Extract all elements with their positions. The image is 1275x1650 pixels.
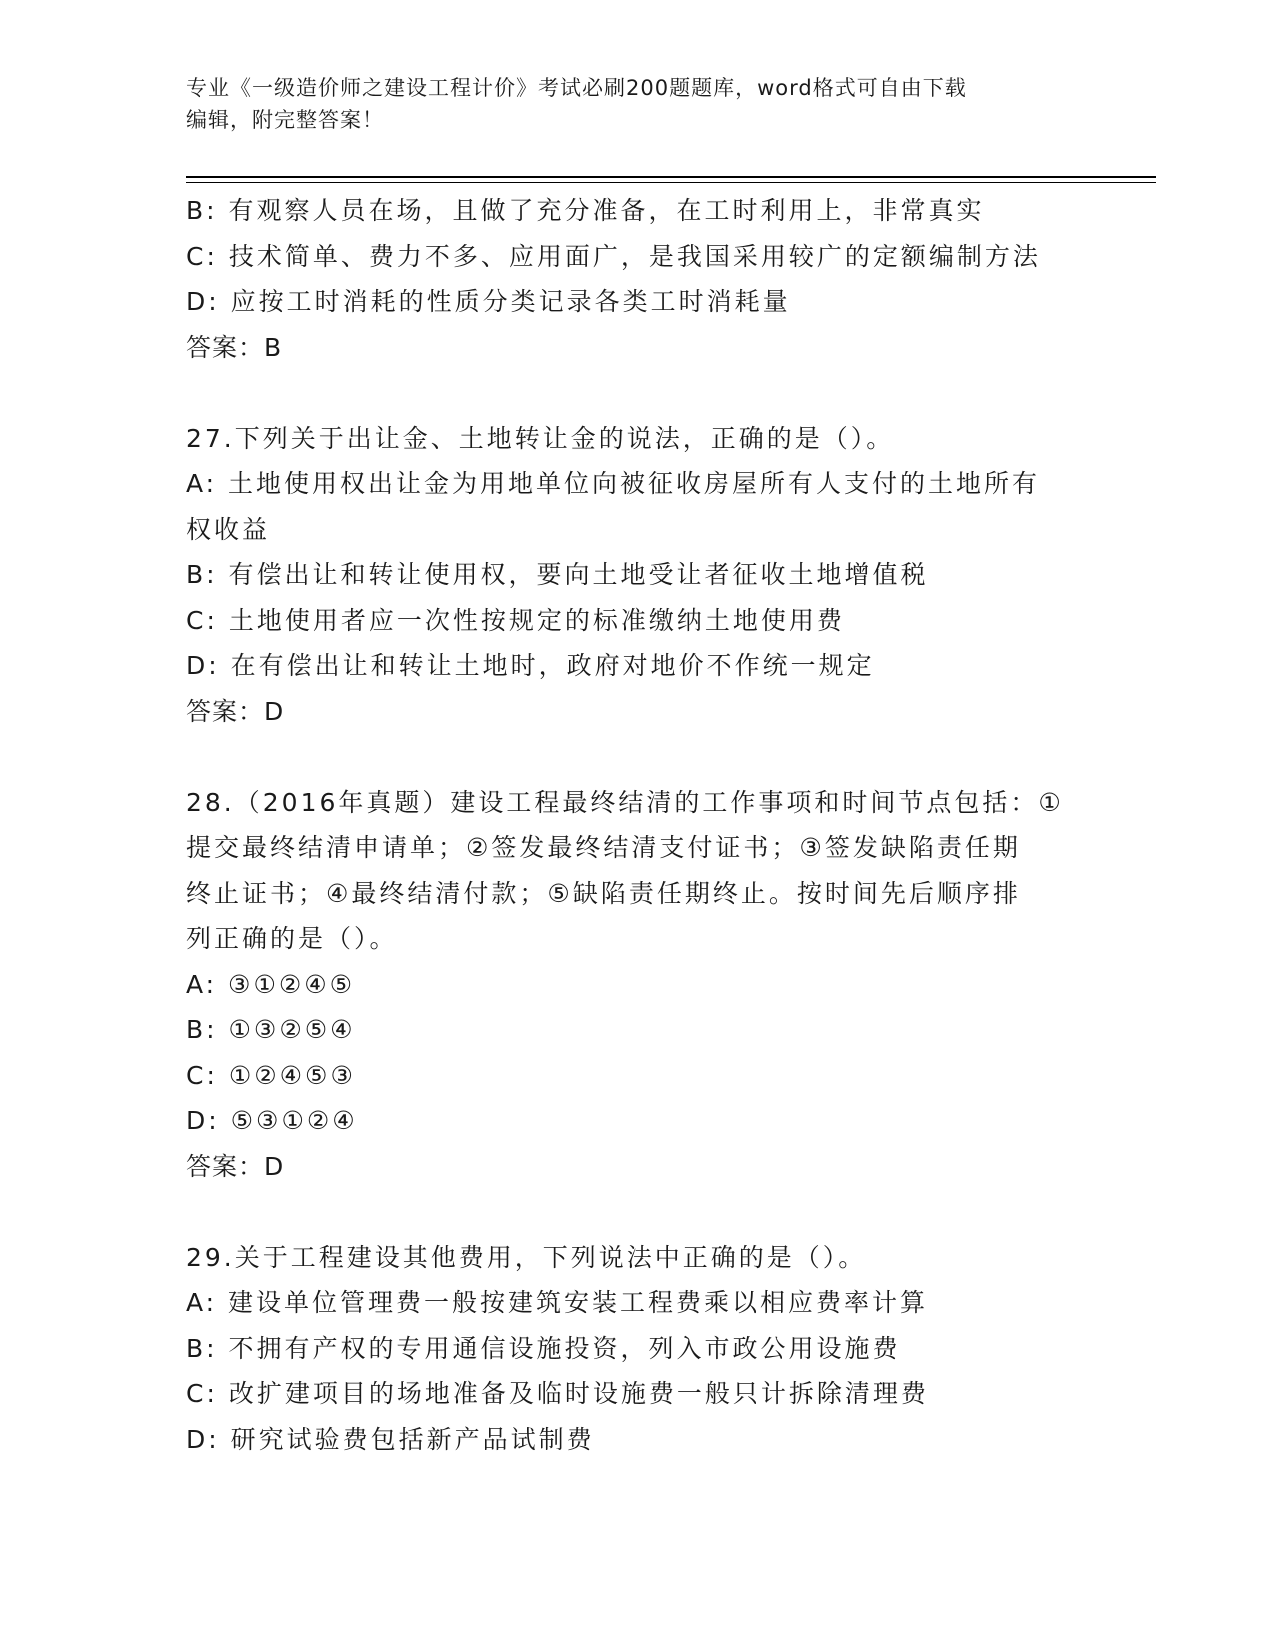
option-a-continued: 权收益 <box>186 514 271 544</box>
question-stem-continued: 列正确的是（）。 <box>186 924 398 953</box>
question-stem: 29.关于工程建设其他费用，下列说法中正确的是（）。 <box>186 1242 867 1272</box>
option-b: B: 有观察人员在场，且做了充分准备，在工时利用上，非常真实 <box>186 196 985 225</box>
question-content <box>186 188 1086 1462</box>
answer: 答案：D <box>186 1151 285 1181</box>
option-c: C: 技术简单、费力不多、应用面广，是我国采用较广的定额编制方法 <box>186 241 1041 271</box>
spacer <box>186 370 1086 416</box>
question-stem: 27.下列关于出让金、土地转让金的说法，正确的是（）。 <box>186 423 895 453</box>
option-c: C: 土地使用者应一次性按规定的标准缴纳土地使用费 <box>186 605 845 635</box>
option-d: D: 应按工时消耗的性质分类记录各类工时消耗量 <box>186 287 791 316</box>
answer: 答案：D <box>186 696 285 726</box>
question-26-tail <box>186 188 1086 370</box>
spacer <box>186 1189 1086 1235</box>
header-line-2: 编辑，附完整答案！ <box>186 108 384 132</box>
document-header <box>186 72 1066 136</box>
question-stem-continued: 终止证书；④最终结清付款；⑤缺陷责任期终止。按时间先后顺序排 <box>186 878 1021 908</box>
option-a: A: ③①②④⑤ <box>186 969 356 999</box>
spacer <box>186 734 1086 780</box>
option-b: B: 有偿出让和转让使用权，要向土地受让者征收土地增值税 <box>186 560 929 589</box>
option-d: D: 在有偿出让和转让土地时，政府对地价不作统一规定 <box>186 651 875 680</box>
header-line-1: 专业《一级造价师之建设工程计价》考试必刷200题题库，word格式可自由下载 <box>186 76 967 100</box>
question-28 <box>186 780 1086 1190</box>
question-29 <box>186 1235 1086 1463</box>
option-d: D: 研究试验费包括新产品试制费 <box>186 1424 595 1454</box>
option-a: A: 建设单位管理费一般按建筑安装工程费乘以相应费率计算 <box>186 1288 929 1317</box>
question-27 <box>186 416 1086 735</box>
question-stem: 28.（2016年真题）建设工程最终结清的工作事项和时间节点包括：① <box>186 787 1064 817</box>
option-b: B: 不拥有产权的专用通信设施投资，列入市政公用设施费 <box>186 1333 901 1363</box>
option-c: C: 改扩建项目的场地准备及临时设施费一般只计拆除清理费 <box>186 1379 929 1408</box>
option-d: D: ⑤③①②④ <box>186 1106 358 1135</box>
header-divider-thick <box>186 176 1156 178</box>
header-divider-thin <box>186 182 1156 183</box>
question-stem-continued: 提交最终结清申请单；②签发最终结清支付证书；③签发缺陷责任期 <box>186 833 1021 862</box>
answer: 答案：B <box>186 332 283 362</box>
option-c: C: ①②④⑤③ <box>186 1060 356 1090</box>
option-a: A: 土地使用权出让金为用地单位向被征收房屋所有人支付的土地所有 <box>186 469 1041 498</box>
option-b: B: ①③②⑤④ <box>186 1015 356 1044</box>
